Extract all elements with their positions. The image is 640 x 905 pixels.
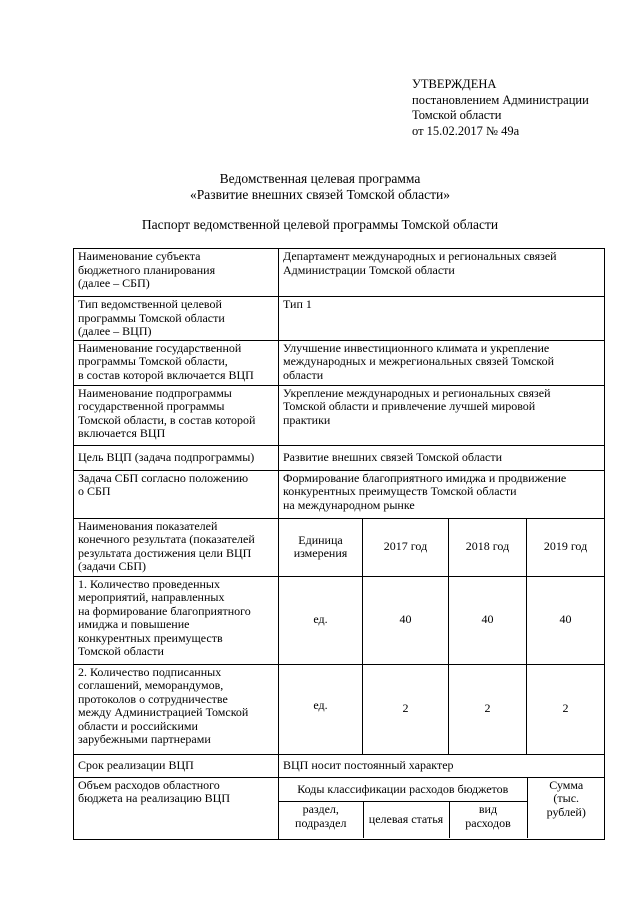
indicators-header-row bbox=[74, 518, 605, 576]
budget-label: Объем расходов областного бюджета на реализацию ВЦП bbox=[74, 777, 279, 839]
row-label: Цель ВЦП (задача подпрограммы) bbox=[74, 445, 279, 470]
budget-codes-header-row bbox=[279, 778, 605, 802]
row-label: Наименование государственной программы Томской области, в состав которой включается ВЦП bbox=[74, 340, 279, 385]
term-value: ВЦП носит постоянный характер bbox=[279, 754, 605, 777]
indicator-value: 2 bbox=[527, 664, 605, 754]
budget-codes-cell bbox=[279, 777, 605, 839]
indicator-value: 40 bbox=[527, 576, 605, 664]
approval-stamp bbox=[412, 77, 637, 139]
target-article-header: целевая статья bbox=[363, 802, 449, 838]
indicator-row bbox=[74, 576, 605, 664]
table-row bbox=[74, 297, 605, 341]
indicators-header-label: Наименования показателей конечного результата (показателей результата достижения цели ВЦП (задачи СБП) bbox=[74, 518, 279, 576]
table-row bbox=[74, 385, 605, 445]
row-value: Тип 1 bbox=[279, 297, 605, 341]
indicator-unit: ед. bbox=[279, 664, 363, 754]
program-name: «Развитие внешних связей Томской области» bbox=[190, 187, 450, 202]
row-label: Наименование субъекта бюджетного планирования (далее – СБП) bbox=[74, 249, 279, 297]
row-value: Улучшение инвестиционного климата и укрепление международных и межрегиональных связей Томской области bbox=[279, 340, 605, 385]
approval-line: постановлением Администрации bbox=[412, 92, 589, 107]
indicator-row bbox=[74, 664, 605, 754]
indicator-value: 2 bbox=[363, 664, 449, 754]
row-value: Укрепление международных и региональных связей Томской области и привлечение лучшей мировой практики bbox=[279, 385, 605, 445]
budget-codes-table bbox=[279, 778, 605, 838]
row-label: Наименование подпрограммы государственной программы Томской области, в состав которой включается ВЦП bbox=[74, 385, 279, 445]
year-header: 2018 год bbox=[449, 518, 527, 576]
indicator-value: 40 bbox=[363, 576, 449, 664]
table-row bbox=[74, 249, 605, 297]
program-title: Ведомственная целевая программа bbox=[219, 171, 421, 186]
expense-type-header: вид расходов bbox=[449, 802, 527, 838]
year-header: 2017 год bbox=[363, 518, 449, 576]
sum-header: Сумма (тыс. рублей) bbox=[546, 777, 586, 819]
codes-header: Коды классификации расходов бюджетов bbox=[279, 778, 527, 802]
approval-line: от 15.02.2017 № 49а bbox=[412, 123, 520, 138]
indicator-unit: ед. bbox=[279, 576, 363, 664]
indicator-value: 40 bbox=[449, 576, 527, 664]
approval-line: УТВЕРЖДЕНА bbox=[412, 77, 497, 91]
table-row bbox=[74, 754, 605, 777]
row-value: Департамент международных и региональных связей Администрации Томской области bbox=[279, 249, 605, 297]
indicator-value: 2 bbox=[449, 664, 527, 754]
row-label: Тип ведомственной целевой программы Томской области (далее – ВЦП) bbox=[74, 297, 279, 341]
table-row bbox=[74, 470, 605, 518]
indicator-name: 1. Количество проведенных мероприятий, направленных на формирование благоприятного имиджа и повышение конкурентных преимуществ Томской области bbox=[74, 576, 279, 664]
year-header: 2019 год bbox=[527, 518, 605, 576]
unit-header: Единица измерения bbox=[279, 518, 363, 576]
table-row bbox=[74, 445, 605, 470]
section-header: раздел, подраздел bbox=[279, 802, 363, 838]
table-row bbox=[74, 340, 605, 385]
term-label: Срок реализации ВЦП bbox=[74, 754, 279, 777]
row-value: Формирование благоприятного имиджа и продвижение конкурентных преимуществ Томской области на международном рынке bbox=[279, 470, 605, 518]
passport-table bbox=[73, 248, 605, 840]
approval-line: Томской области bbox=[412, 108, 502, 122]
row-label: Задача СБП согласно положению о СБП bbox=[74, 470, 279, 518]
passport-title: Паспорт ведомственной целевой программы Томской области bbox=[141, 217, 499, 232]
row-value: Развитие внешних связей Томской области bbox=[279, 445, 605, 470]
indicator-name: 2. Количество подписанных соглашений, меморандумов, протоколов о сотрудничестве между Администрацией Томской области и российскими зарубежными партнерами bbox=[74, 664, 279, 754]
budget-row bbox=[74, 777, 605, 839]
